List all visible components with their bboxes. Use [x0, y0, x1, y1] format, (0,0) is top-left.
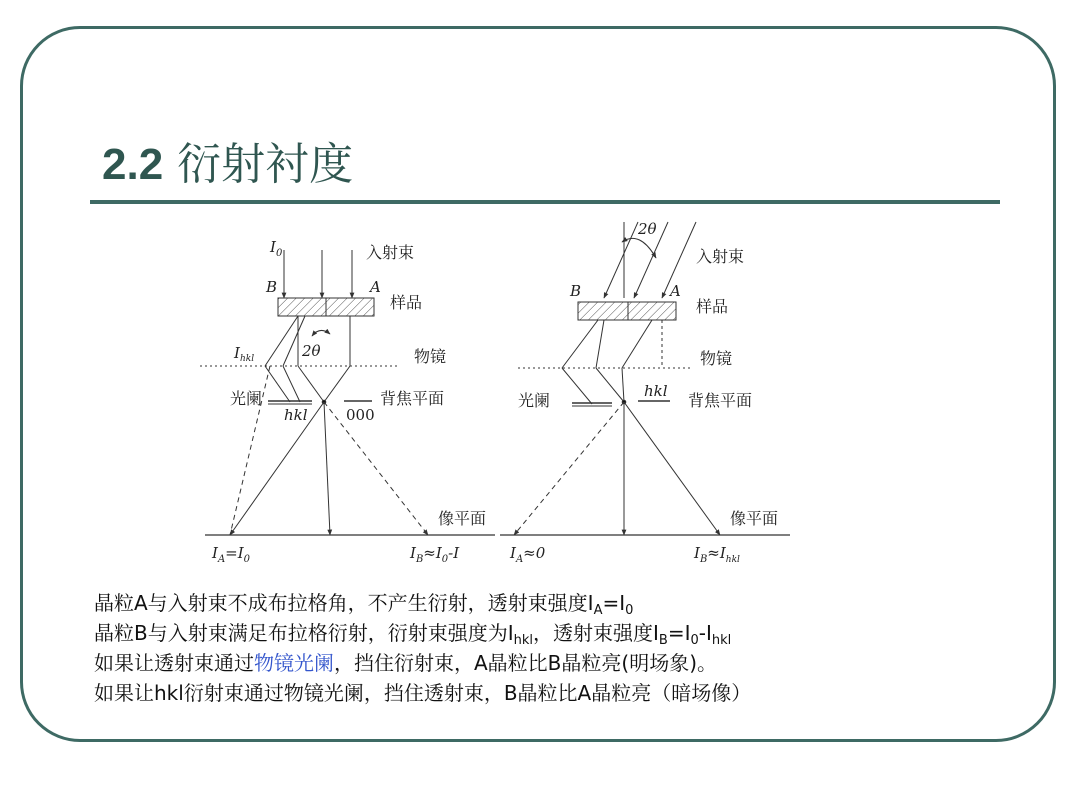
left-label-sample: 样品	[390, 293, 423, 312]
right-focus-3	[622, 368, 624, 402]
left-label-IA: $I_A=I_0$	[212, 544, 251, 565]
right-trans-B	[562, 320, 598, 368]
left-label-I0: $I_0$	[270, 238, 283, 259]
right-label-hkl: hkl	[644, 382, 668, 400]
right-image-ray-3	[624, 402, 720, 535]
right-sample	[578, 302, 676, 320]
right-label-objective: 物镜	[700, 349, 733, 368]
right-label-incident: 入射束	[696, 247, 745, 266]
left-image-ray-2	[324, 402, 330, 535]
left-label-IB: $I_B\approx I_0-I$	[410, 544, 460, 565]
left-2theta-arc	[312, 330, 330, 336]
left-focus-2	[283, 366, 300, 402]
right-label-A: A	[670, 282, 681, 300]
right-incident-beam-1	[604, 222, 638, 298]
explanation-line-3: 如果让透射束通过物镜光阑，挡住衍射束，A晶粒比B晶粒亮(明场象)。	[94, 651, 718, 675]
right-label-aperture: 光阑	[518, 391, 551, 410]
right-diffracted-B	[596, 320, 604, 368]
right-focus-1	[562, 368, 592, 404]
title-number: 2.2	[102, 140, 164, 189]
left-label-2theta: 2θ	[302, 342, 321, 360]
right-label-IA: $I_A\approx 0$	[510, 544, 546, 565]
right-diagram-labels	[509, 220, 778, 565]
left-label-objective: 物镜	[414, 347, 447, 366]
explanation-line-2: 晶粒B与入射束满足布拉格衍射，衍射束强度为$I_{hkl}$，透射束强度$I_B=I_0-I_{hkl}$	[94, 621, 732, 648]
right-label-back-focal: 背焦平面	[688, 391, 753, 410]
explanation-line-4: 如果让hkl衍射束通过物镜光阑，挡住透射束，B晶粒比A晶粒亮（暗场像）	[94, 681, 752, 705]
left-label-hkl: hkl	[284, 406, 308, 424]
right-label-2theta: 2θ	[638, 220, 657, 238]
left-label-A: A	[370, 278, 381, 296]
left-focus-3	[298, 366, 324, 402]
left-label-image-plane: 像平面	[438, 509, 487, 528]
objective-aperture-highlight: 物镜光阑	[254, 651, 334, 675]
right-image-ray-1	[514, 402, 624, 535]
left-image-ray-3	[324, 402, 428, 535]
right-focus-2	[596, 368, 624, 402]
left-label-incident: 入射束	[366, 243, 415, 262]
explanation-line-1: 晶粒A与入射束不成布拉格角，不产生衍射，透射束强度$I_A=I_0$	[94, 591, 634, 618]
right-label-image-plane: 像平面	[730, 509, 779, 528]
right-label-IB: $I_B\approx I_{hkl}$	[694, 544, 740, 565]
left-label-000: 000	[346, 406, 375, 424]
left-label-Ihkl: $I_{hkl}$	[234, 344, 255, 364]
title-text: 衍射衬度	[177, 139, 354, 190]
right-label-sample: 样品	[696, 297, 729, 316]
right-diagram-dark-field	[500, 222, 790, 535]
left-image-ray-1	[230, 402, 324, 535]
right-label-B: B	[570, 282, 582, 300]
left-label-B: B	[266, 278, 278, 296]
right-2theta-arc	[622, 238, 656, 258]
explanation-text	[94, 588, 1024, 708]
left-label-aperture: 光阑	[230, 389, 263, 408]
left-focus-4	[324, 366, 350, 402]
left-focus-1	[265, 366, 290, 402]
left-diffracted-beam	[265, 316, 298, 366]
right-trans-A	[622, 320, 652, 368]
left-label-back-focal: 背焦平面	[380, 389, 445, 408]
